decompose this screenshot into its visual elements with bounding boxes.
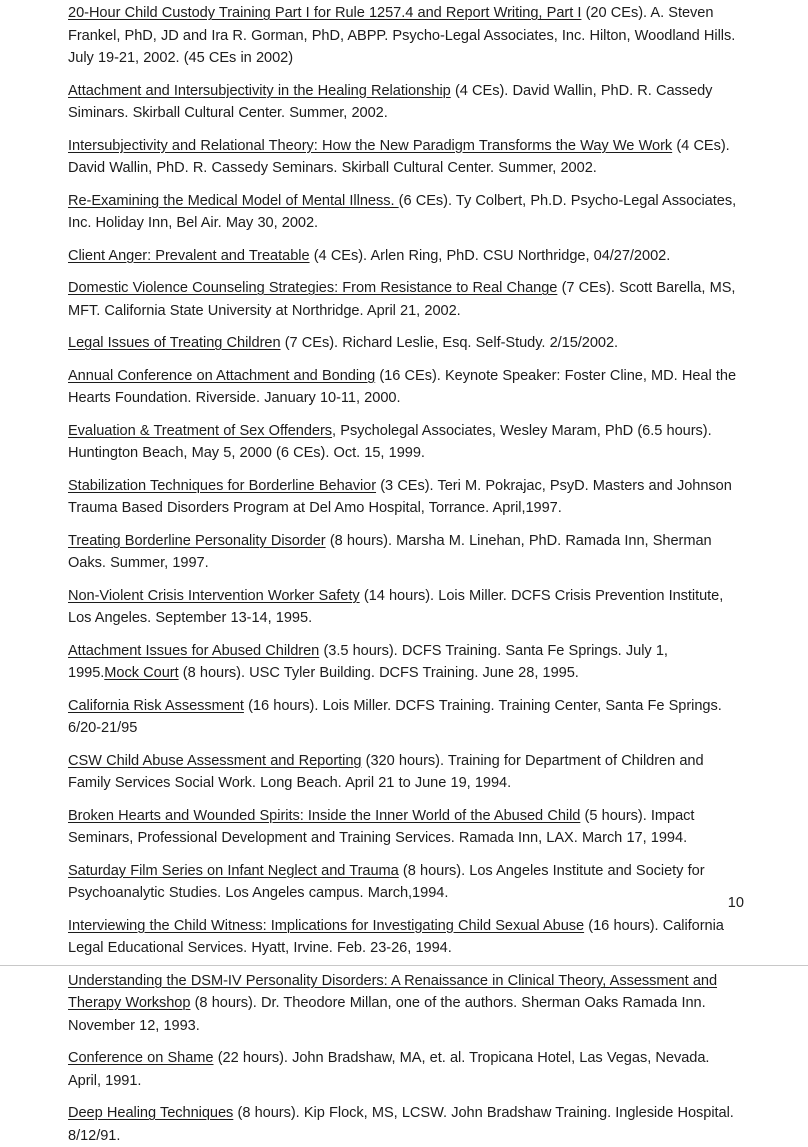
course-title: Deep Healing Techniques — [68, 1105, 234, 1121]
course-entry — [68, 475, 740, 520]
course-details: (16 CEs). Keynote Speaker: Foster Cline, MD. Heal the Hearts Foundation. Riverside. January 10-11, 2000. — [68, 367, 737, 406]
course-title: Conference on Shame — [68, 1050, 214, 1066]
course-title: Treating Borderline Personality Disorder — [68, 532, 326, 549]
course-title: 20-Hour Child Custody Training Part I for Rule 1257.4 and Report Writing, Part I — [68, 5, 582, 21]
course-details-secondary: (8 hours). USC Tyler Building. DCFS Training. June 28, 1995. — [178, 665, 579, 681]
course-details: (8 hours). Los Angeles Institute and Society for Psychoanalytic Studies. Los Angeles campus. March,1994. — [68, 862, 705, 901]
course-details: (16 hours). Lois Miller. DCFS Training. Training Center, Santa Fe Springs. 6/20-21/95 — [68, 697, 722, 736]
course-details: , Psycholegal Associates, Wesley Maram, PhD (6.5 hours). Huntington Beach, May 5, 2000 (6 CEs). Oct. 15, 1999. — [68, 422, 712, 461]
course-details: (16 hours). California Legal Educational Services. Hyatt, Irvine. Feb. 23-26, 1994. — [68, 917, 724, 956]
course-title-secondary: Mock Court — [104, 665, 179, 681]
course-entry — [68, 805, 740, 850]
course-details: (8 hours). Kip Flock, MS, LCSW. John Bradshaw Training. Ingleside Hospital. 8/12/91. — [68, 1105, 734, 1144]
course-title: Interviewing the Child Witness: Implications for Investigating Child Sexual Abuse — [68, 917, 585, 934]
course-entry — [68, 530, 740, 575]
course-title: Understanding the DSM-IV Personality Disorders: A Renaissance in Clinical Theory, Assessment and Therapy Workshop — [68, 972, 718, 1011]
course-entry — [68, 190, 740, 235]
course-details: (8 hours). Dr. Theodore Millan, one of the authors. Sherman Oaks Ramada Inn. November 12, 1993. — [68, 995, 706, 1034]
course-entry — [68, 970, 740, 1038]
course-title: Client Anger: Prevalent and Treatable — [68, 247, 310, 264]
course-entry — [68, 2, 740, 70]
course-entry — [68, 915, 740, 960]
course-entry — [68, 365, 740, 410]
course-details: (3 CEs). Teri M. Pokrajac, PsyD. Masters and Johnson Trauma Based Disorders Program at Del Amo Hospital, Torrance. April,1997. — [68, 477, 732, 516]
course-title: Stabilization Techniques for Borderline Behavior — [68, 477, 377, 494]
course-title: Attachment Issues for Abused Children — [68, 642, 320, 659]
course-details: (4 CEs). Arlen Ring, PhD. CSU Northridge, 04/27/2002. — [309, 247, 671, 264]
course-title: Intersubjectivity and Relational Theory: How the New Paradigm Transforms the Way We Work — [68, 137, 673, 154]
course-details: (7 CEs). Scott Barella, MS, MFT. California State University at Northridge. April 21, 2002. — [68, 280, 736, 319]
course-entry — [68, 1102, 740, 1147]
course-details: (20 CEs). A. Steven Frankel, PhD, JD and Ira R. Gorman, PhD, ABPP. Psycho-Legal Associates, Inc. Hilton, Woodland Hills. July 19-21, 2002. (45 CEs in 2002) — [68, 5, 736, 66]
course-entry — [68, 1047, 740, 1092]
document-body — [68, 2, 740, 1147]
course-details: (7 CEs). Richard Leslie, Esq. Self-Study. 2/15/2002. — [280, 335, 619, 351]
course-entry — [68, 640, 740, 685]
course-title: Domestic Violence Counseling Strategies: From Resistance to Real Change — [68, 280, 558, 296]
course-entry — [68, 585, 740, 630]
course-details: (4 CEs). David Wallin, PhD. R. Cassedy Seminars. Skirball Cultural Center. Summer, 2002. — [68, 137, 730, 176]
course-details: (4 CEs). David Wallin, PhD. R. Cassedy Siminars. Skirball Cultural Center. Summer, 2002. — [68, 82, 713, 121]
course-title: CSW Child Abuse Assessment and Reporting — [68, 752, 362, 769]
course-details: (14 hours). Lois Miller. DCFS Crisis Prevention Institute, Los Angeles. September 13-14, 1995. — [68, 587, 724, 626]
course-title: Evaluation & Treatment of Sex Offenders — [68, 422, 333, 439]
course-title: California Risk Assessment — [68, 697, 244, 714]
course-details: (3.5 hours). DCFS Training. Santa Fe Springs. July 1, 1995. — [68, 642, 668, 681]
course-entry — [68, 420, 740, 465]
page-number: 10 — [727, 895, 744, 911]
course-details: (22 hours). John Bradshaw, MA, et. al. Tropicana Hotel, Las Vegas, Nevada. April, 1991. — [68, 1050, 710, 1089]
course-entry — [68, 135, 740, 180]
course-title: Annual Conference on Attachment and Bonding — [68, 367, 376, 384]
course-entry — [68, 860, 740, 905]
course-title: Attachment and Intersubjectivity in the Healing Relationship — [68, 82, 451, 99]
course-title: Re-Examining the Medical Model of Mental Illness. — [68, 192, 399, 209]
course-entry — [68, 245, 740, 268]
course-title: Saturday Film Series on Infant Neglect and Trauma — [68, 862, 399, 879]
course-details: (320 hours). Training for Department of Children and Family Services Social Work. Long Beach. April 21 to June 19, 1994. — [68, 752, 704, 791]
course-details: (8 hours). Marsha M. Linehan, PhD. Ramada Inn, Sherman Oaks. Summer, 1997. — [68, 532, 712, 571]
course-title: Broken Hearts and Wounded Spirits: Inside the Inner World of the Abused Child — [68, 807, 581, 824]
course-details: (5 hours). Impact Seminars, Professional Development and Training Services. Ramada Inn, LAX. March 17, 1994. — [68, 807, 695, 846]
course-title: Legal Issues of Treating Children — [68, 335, 281, 351]
course-entry — [68, 695, 740, 740]
course-entry — [68, 277, 740, 322]
course-entry — [68, 332, 740, 355]
course-entry — [68, 750, 740, 795]
course-details: (6 CEs). Ty Colbert, Ph.D. Psycho-Legal Associates, Inc. Holiday Inn, Bel Air. May 30, 2002. — [68, 192, 737, 231]
course-entry — [68, 80, 740, 125]
course-title: Non-Violent Crisis Intervention Worker Safety — [68, 587, 360, 604]
